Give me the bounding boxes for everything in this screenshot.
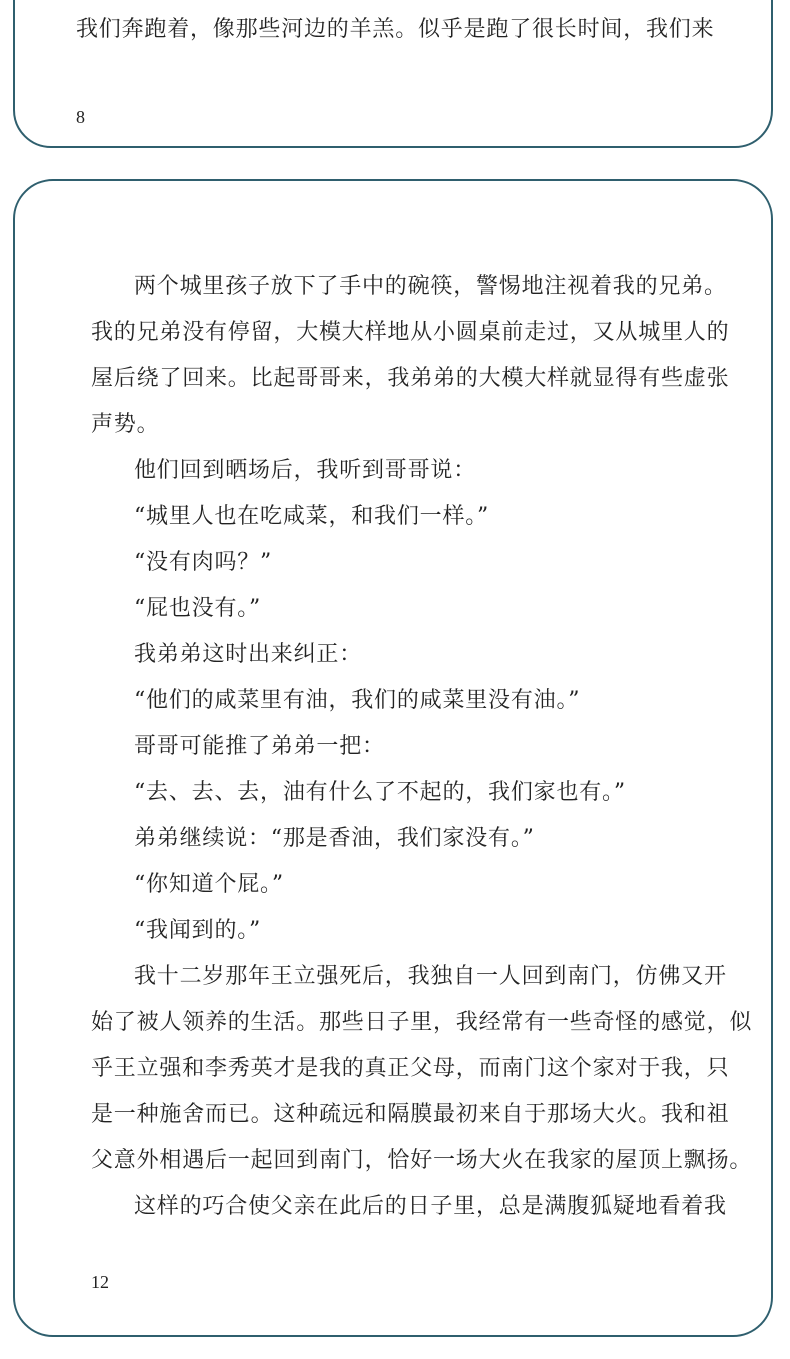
text-line: 我的兄弟没有停留，大模大样地从小圆桌前走过，又从城里人的 [91,320,730,345]
text-line: 两个城里孩子放下了手中的碗筷，警惕地注视着我的兄弟。 [134,274,727,299]
text-line: 屋后绕了回来。比起哥哥来，我弟弟的大模大样就显得有些虚张 [91,366,730,391]
text-line: 始了被人领养的生活。那些日子里，我经常有一些奇怪的感觉，似 [91,1010,753,1035]
text-line: “我闻到的。” [134,918,262,943]
page-number: 12 [91,1272,109,1292]
text-line: 他们回到晒场后，我听到哥哥说： [134,458,477,483]
text-line: 这样的巧合使父亲在此后的日子里，总是满腹狐疑地看着我 [134,1194,727,1219]
text-line: “你知道个屁。” [134,872,284,897]
text-line: 声势。 [91,412,160,437]
text-line: “屁也没有。” [134,596,262,621]
text-line: 我十二岁那年王立强死后，我独自一人回到南门，仿佛又开 [134,964,727,989]
text-line: 父意外相遇后一起回到南门，恰好一场大火在我家的屋顶上飘扬。 [91,1148,753,1173]
text-line: 弟弟继续说：“那是香油，我们家没有。” [134,826,535,851]
text-line: “城里人也在吃咸菜，和我们一样。” [134,504,490,529]
page-number: 8 [76,107,85,127]
text-line: 我弟弟这时出来纠正： [134,642,363,667]
text-line: “去、去、去，油有什么了不起的，我们家也有。” [134,780,626,805]
text-line: 乎王立强和李秀英才是我的真正父母，而南门这个家对于我，只 [91,1056,730,1081]
text-line: 是一种施舍而已。这种疏远和隔膜最初来自于那场大火。我和祖 [91,1102,730,1127]
text-line: “他们的咸菜里有油，我们的咸菜里没有油。” [134,688,581,713]
text-line: 我们奔跑着，像那些河边的羊羔。似乎是跑了很长时间，我们来 [76,17,715,42]
text-line: 哥哥可能推了弟弟一把： [134,734,385,759]
text-line: “没有肉吗？” [134,550,273,575]
